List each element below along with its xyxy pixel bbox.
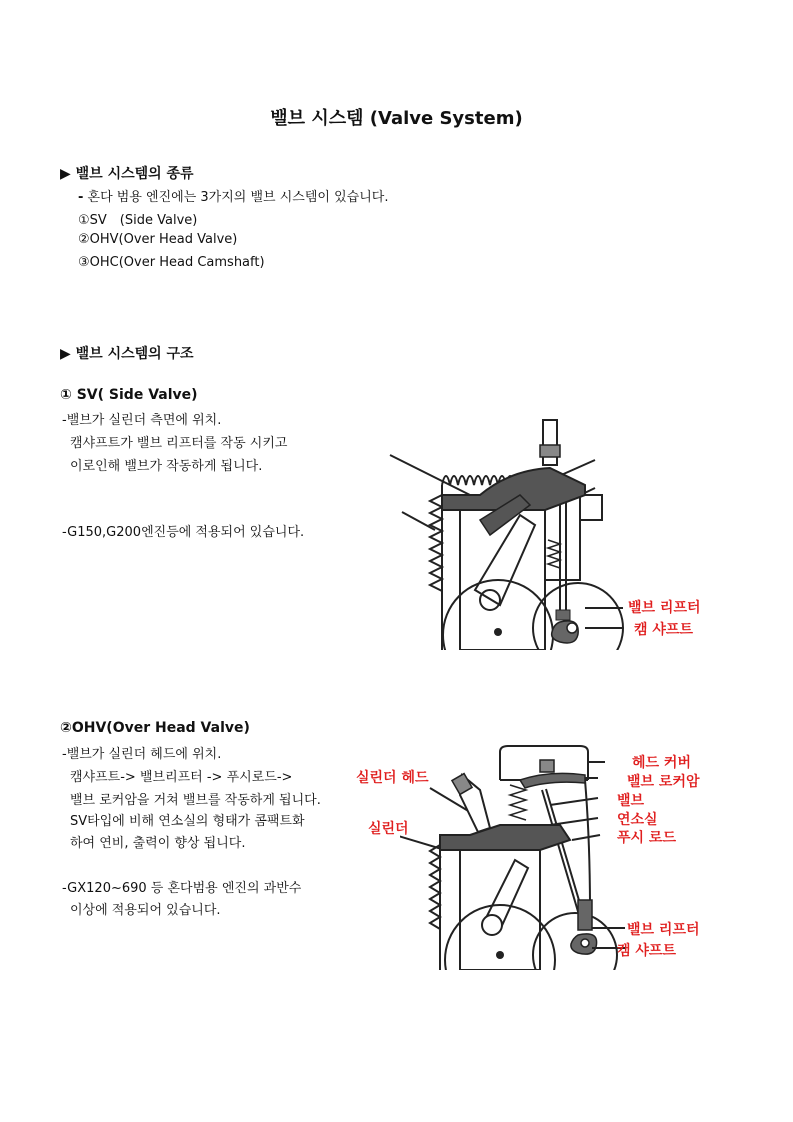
sv-engine-diagram	[380, 400, 630, 650]
ohv-note-2: 이상에 적용되어 있습니다.	[70, 903, 221, 918]
ohv-label-combustion-chamber: 연소실	[617, 812, 658, 828]
sv-label-lifter: 밸브 리프터	[628, 600, 701, 616]
list-item-ohv: ②OHV(Over Head Valve)	[78, 232, 238, 247]
page-title: 밸브 시스템 (Valve System)	[270, 108, 523, 129]
sv-heading: ① SV( Side Valve)	[60, 387, 198, 403]
sv-line-1: -밸브가 실린더 측면에 위치.	[62, 413, 222, 428]
list-item-ohc: ③OHC(Over Head Camshaft)	[78, 255, 265, 270]
list-item-sv: ①SV (Side Valve)	[78, 213, 198, 228]
ohv-label-head-cover: 헤드 커버	[632, 755, 691, 771]
intro-dash: -	[78, 190, 84, 205]
ohv-label-lifter: 밸브 리프터	[627, 922, 700, 938]
ohv-line-5: 하여 연비, 출력이 향상 됩니다.	[70, 836, 246, 851]
ohv-label-rocker-arm: 밸브 로커암	[627, 774, 700, 790]
ohv-line-1: -밸브가 실린더 헤드에 위치.	[62, 747, 222, 762]
sv-line-2: 캠샤프트가 밸브 리프터를 작동 시키고	[70, 436, 288, 451]
ohv-engine-diagram	[400, 740, 635, 970]
sv-label-camshaft: 캠 샤프트	[634, 622, 693, 638]
ohv-line-2: 캠샤프트-> 밸브리프터 -> 푸시로드->	[70, 770, 293, 785]
ohv-label-cylinder-head: 실린더 헤드	[356, 770, 429, 786]
ohv-label-push-rod: 푸시 로드	[617, 830, 676, 846]
ohv-line-4: SV타입에 비해 연소실의 형태가 콤팩트화	[70, 814, 305, 829]
section-heading-types: ▶ 밸브 시스템의 종류	[60, 166, 194, 182]
ohv-note-1: -GX120~690 등 혼다범용 엔진의 과반수	[62, 881, 302, 896]
types-intro	[78, 186, 388, 205]
ohv-line-3: 밸브 로커암을 거쳐 밸브를 작동하게 됩니다.	[70, 793, 321, 808]
sv-note: -G150,G200엔진등에 적용되어 있습니다.	[62, 525, 305, 540]
ohv-label-valve: 밸브	[617, 793, 645, 809]
ohv-heading: ②OHV(Over Head Valve)	[60, 720, 250, 736]
intro-text: 혼다 범용 엔진에는 3가지의 밸브 시스템이 있습니다.	[87, 190, 389, 205]
ohv-label-cylinder: 실린더	[368, 821, 409, 837]
section-heading-structure: ▶ 밸브 시스템의 구조	[60, 346, 194, 362]
sv-line-3: 이로인해 밸브가 작동하게 됩니다.	[70, 459, 263, 474]
ohv-label-camshaft: 캠 샤프트	[617, 943, 676, 959]
